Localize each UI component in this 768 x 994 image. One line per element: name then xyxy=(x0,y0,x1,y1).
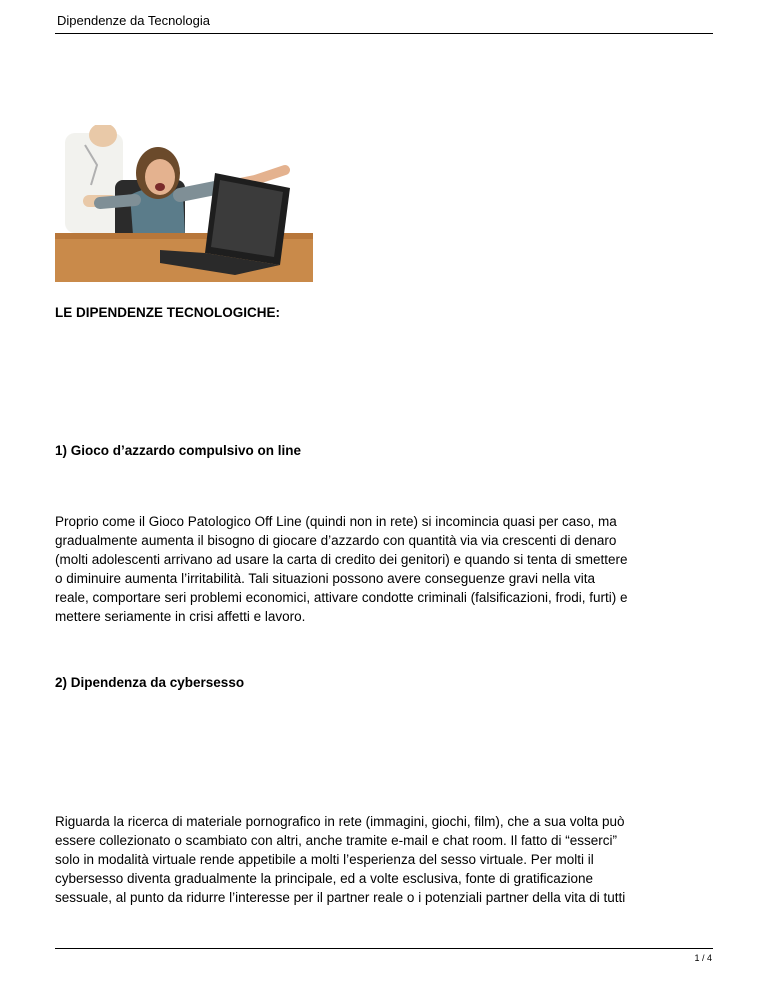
text-line: reale, comportare seri problemi economici, attivare condotte criminali (falsificazioni, frodi, furti) e xyxy=(55,590,628,605)
text-line: Proprio come il Gioco Patologico Off Line (quindi non in rete) si incomincia quasi per caso, ma xyxy=(55,514,617,529)
section-heading-cybersex: 2) Dipendenza da cybersesso xyxy=(55,675,245,690)
text-line: Riguarda la ricerca di materiale pornografico in rete (immagini, giochi, film), che a sua volta può xyxy=(55,814,625,829)
footer-divider xyxy=(55,948,713,949)
paragraph-gambling xyxy=(55,512,715,626)
section-heading-gambling: 1) Gioco d’azzardo compulsivo on line xyxy=(55,443,302,458)
text-line: sessuale, al punto da ridurre l’interesse per il partner reale o i potenziali partner della vita di tutti xyxy=(55,890,626,905)
text-line: essere collezionato o scambiato con altri, anche tramite e-mail e chat room. Il fatto di “esserci” xyxy=(55,833,617,848)
text-line: solo in modalità virtuale rende appetibile a molti l’esperienza del sesso virtuale. Per molti il xyxy=(55,852,594,867)
article-photo xyxy=(55,125,313,282)
main-heading: LE DIPENDENZE TECNOLOGICHE: xyxy=(55,305,281,320)
page-number: 1 / 4 xyxy=(694,953,712,963)
text-line: mettere seriamente in crisi affetti e lavoro. xyxy=(55,609,306,624)
text-line: o diminuire aumenta l’irritabilità. Tali situazioni possono avere conseguenze gravi nella vita xyxy=(55,571,596,586)
text-line: gradualmente aumenta il bisogno di giocare d’azzardo con quantità via via crescenti di denaro xyxy=(55,533,617,548)
photo-icon xyxy=(55,125,313,282)
text-line: cybersesso diventa gradualmente la principale, ed a volte esclusiva, fonte di gratificazione xyxy=(55,871,594,886)
text-line: (molti adolescenti arrivano ad usare la carta di credito dei genitori) e quando si tenta di smettere xyxy=(55,552,628,567)
paragraph-cybersex xyxy=(55,812,715,907)
page-header-title: Dipendenze da Tecnologia xyxy=(57,13,210,28)
header-divider xyxy=(55,33,713,34)
